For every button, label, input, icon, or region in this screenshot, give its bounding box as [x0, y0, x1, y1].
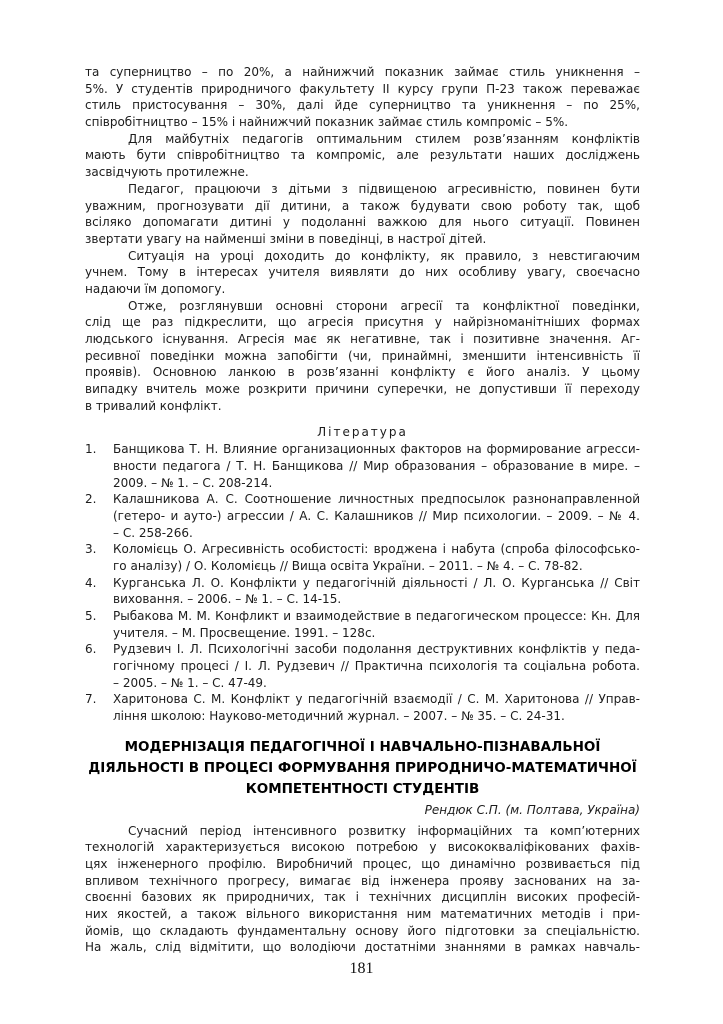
text-line: ресивної поведінки можна запобігти (чи, принаймні, зменшити інтенсивність її: [85, 348, 640, 363]
text-line: Рыбакова М. М. Конфликт и взаимодействие в педагогическом процессе: Кн. Для: [113, 609, 640, 623]
text-line: Ситуація на уроці доходить до конфлікту, як правило, з невстигаючим: [128, 248, 640, 263]
text-line: Рудзевич І. Л. Психологічні засоби подолання деструктивних конфліктів у педа-: [113, 642, 640, 657]
text-line: Калашникова А. С. Соотношение личностных предпосылок разнонаправленной: [113, 492, 640, 507]
text-line: 5%. У студентів природничого факультету II курсу групи П-23 також переважає: [85, 81, 640, 96]
reference-number: 6.: [85, 642, 97, 657]
text-line: стиль пристосування – 30%, далі йде суперництво та уникнення – по 25%,: [85, 98, 640, 113]
text-line: засвідчують протилежне.: [85, 165, 249, 180]
text-line: На жаль, слід відмітити, що володіючи достатніми знаннями в рамках навчаль-: [85, 940, 640, 955]
reference-number: 5.: [85, 609, 97, 623]
article-title-line: МОДЕРНІЗАЦІЯ ПЕДАГОГІЧНОЇ І НАВЧАЛЬНО-ПІЗНАВАЛЬНОЇ: [124, 738, 601, 755]
reference-item: [85, 541, 640, 574]
text-line: своєнні базових як природничих, так і технічних дисциплін високих професій-: [85, 890, 640, 905]
text-line: Педагог, працюючи з дітьми з підвищеною агресивністю, повинен бути: [128, 181, 640, 196]
text-line: ління школою: Науково-методичний журнал. – 2007. – № 35. – С. 24-31.: [113, 709, 565, 724]
text-line: – С. 258-266.: [113, 525, 193, 540]
text-line: випадку вчитель може розкрити причини суперечки, не допустивши її переходу: [85, 382, 640, 397]
paragraph: [85, 298, 640, 415]
text-line: слід ще раз підкреслити, що агресія присутня у найрізноманітніших формах: [85, 315, 640, 330]
article-author: Рендюк С.П. (м. Полтава, Україна): [424, 802, 640, 817]
text-line: йомів, що складають фундаментальну основу його підготовки за спеціальністю.: [85, 923, 640, 938]
text-line: Для майбутніх педагогів оптимальним стилем розв’язанням конфліктів: [128, 131, 640, 146]
text-line: звертати увагу на найменші зміни в поведінці, в настрої дітей.: [85, 231, 487, 246]
paragraph: [85, 131, 640, 181]
reference-item: [85, 691, 640, 724]
references-heading: Література: [317, 425, 408, 440]
text-line: співробітництво – 15% і найнижчий показник займає стиль компроміс – 5%.: [85, 115, 569, 130]
text-column: [85, 64, 640, 956]
reference-item: [85, 491, 640, 541]
text-line: Коломієць О. Агресивність особистості: вроджена і набута (спроба філософсько-: [113, 542, 640, 557]
text-line: надаючи їм допомогу.: [85, 281, 226, 296]
article-title-line: КОМПЕТЕНТНОСТІ СТУДЕНТІВ: [245, 780, 480, 797]
reference-item: [85, 575, 640, 608]
text-line: Отже, розглянувши основні сторони агресії та конфліктної поведінки,: [128, 298, 640, 313]
text-line: гогічному процесі / І. Л. Рудзевич // Практична психологія та соціальна робота.: [113, 659, 640, 674]
article-new-body: [85, 823, 640, 957]
text-line: проявів). Основною ланкою в розв’язанні конфлікту є його аналіз. У цьому: [85, 365, 640, 380]
text-line: людського існування. Агресія має як негативне, так і позитивне значення. Аг-: [85, 332, 640, 346]
text-line: всіляко допомагати дитині у подоланні важкою для нього ситуації. Повинен: [85, 215, 640, 230]
references-list: [85, 441, 640, 725]
text-line: в тривалий конфлікт.: [85, 398, 222, 413]
text-line: виховання. – 2006. – № 1. – С. 14-15.: [113, 592, 342, 607]
text-line: мають бути співробітництво та компроміс, але результати наших досліджень: [85, 148, 640, 163]
paragraph: [85, 64, 640, 131]
text-line: (гетеро- и ауто-) агрессии / А. С. Калашников // Мир психологии. – 2009. – № 4.: [113, 508, 640, 523]
text-line: Курганська Л. О. Конфлікти у педагогічній діяльності / Л. О. Курганська // Світ: [113, 575, 640, 590]
text-line: Харитонова С. М. Конфлікт у педагогічній взаємодії / С. М. Харитонова // Управ-: [113, 692, 640, 707]
text-line: цях інженерного профілю. Виробничий процес, що динамічно розвивається під: [85, 856, 640, 871]
reference-number: 2.: [85, 492, 97, 507]
article-end-body: [85, 64, 640, 414]
reference-number: 1.: [85, 442, 97, 457]
reference-number: 7.: [85, 692, 97, 707]
reference-number: 4.: [85, 575, 97, 590]
text-line: уважним, прогнозувати дії дитини, а також будувати свою роботу так, щоб: [85, 198, 640, 213]
article-title-line: ДІЯЛЬНОСТІ В ПРОЦЕСІ ФОРМУВАННЯ ПРИРОДНИЧО-МАТЕМАТИЧНОЇ: [88, 759, 637, 776]
text-line: учителя. – М. Просвещение. 1991. – 128с.: [113, 625, 376, 640]
text-line: технологій характеризується високою потребою у висококваліфікованих фахів-: [85, 840, 640, 855]
page-number: 181: [349, 960, 374, 977]
text-line: вности педагога / Т. Н. Банщикова // Мир образования – образование в мире. –: [113, 458, 640, 473]
text-line: та суперництво – по 20%, а найнижчий показник займає стиль уникнення –: [85, 65, 640, 79]
paragraph: [85, 823, 640, 957]
text-line: Сучасний період інтенсивного розвитку інформаційних та комп’ютерних: [128, 823, 640, 838]
reference-item: [85, 608, 640, 641]
text-line: 2009. – № 1. – С. 208-214.: [113, 475, 273, 490]
paragraph: [85, 248, 640, 298]
reference-item: [85, 641, 640, 691]
text-line: впливом технічного прогресу, вимагає від інженера прояву заснованих на за-: [85, 873, 640, 888]
article-title: [85, 737, 640, 800]
reference-item: [85, 441, 640, 491]
text-line: Банщикова Т. Н. Влияние организационных факторов на формирование агресси-: [113, 442, 640, 457]
text-line: – 2005. – № 1. – С. 47-49.: [113, 675, 267, 690]
text-line: них якостей, а також вільного використання ним математичних методів і при-: [85, 906, 640, 921]
text-line: учнем. Тому в інтересах учителя виявляти до них особливу увагу, своєчасно: [85, 265, 640, 280]
reference-number: 3.: [85, 542, 97, 557]
paragraph: [85, 181, 640, 248]
text-line: го аналізу) / О. Коломієць // Вища освіта України. – 2011. – № 4. – С. 78-82.: [113, 558, 583, 573]
